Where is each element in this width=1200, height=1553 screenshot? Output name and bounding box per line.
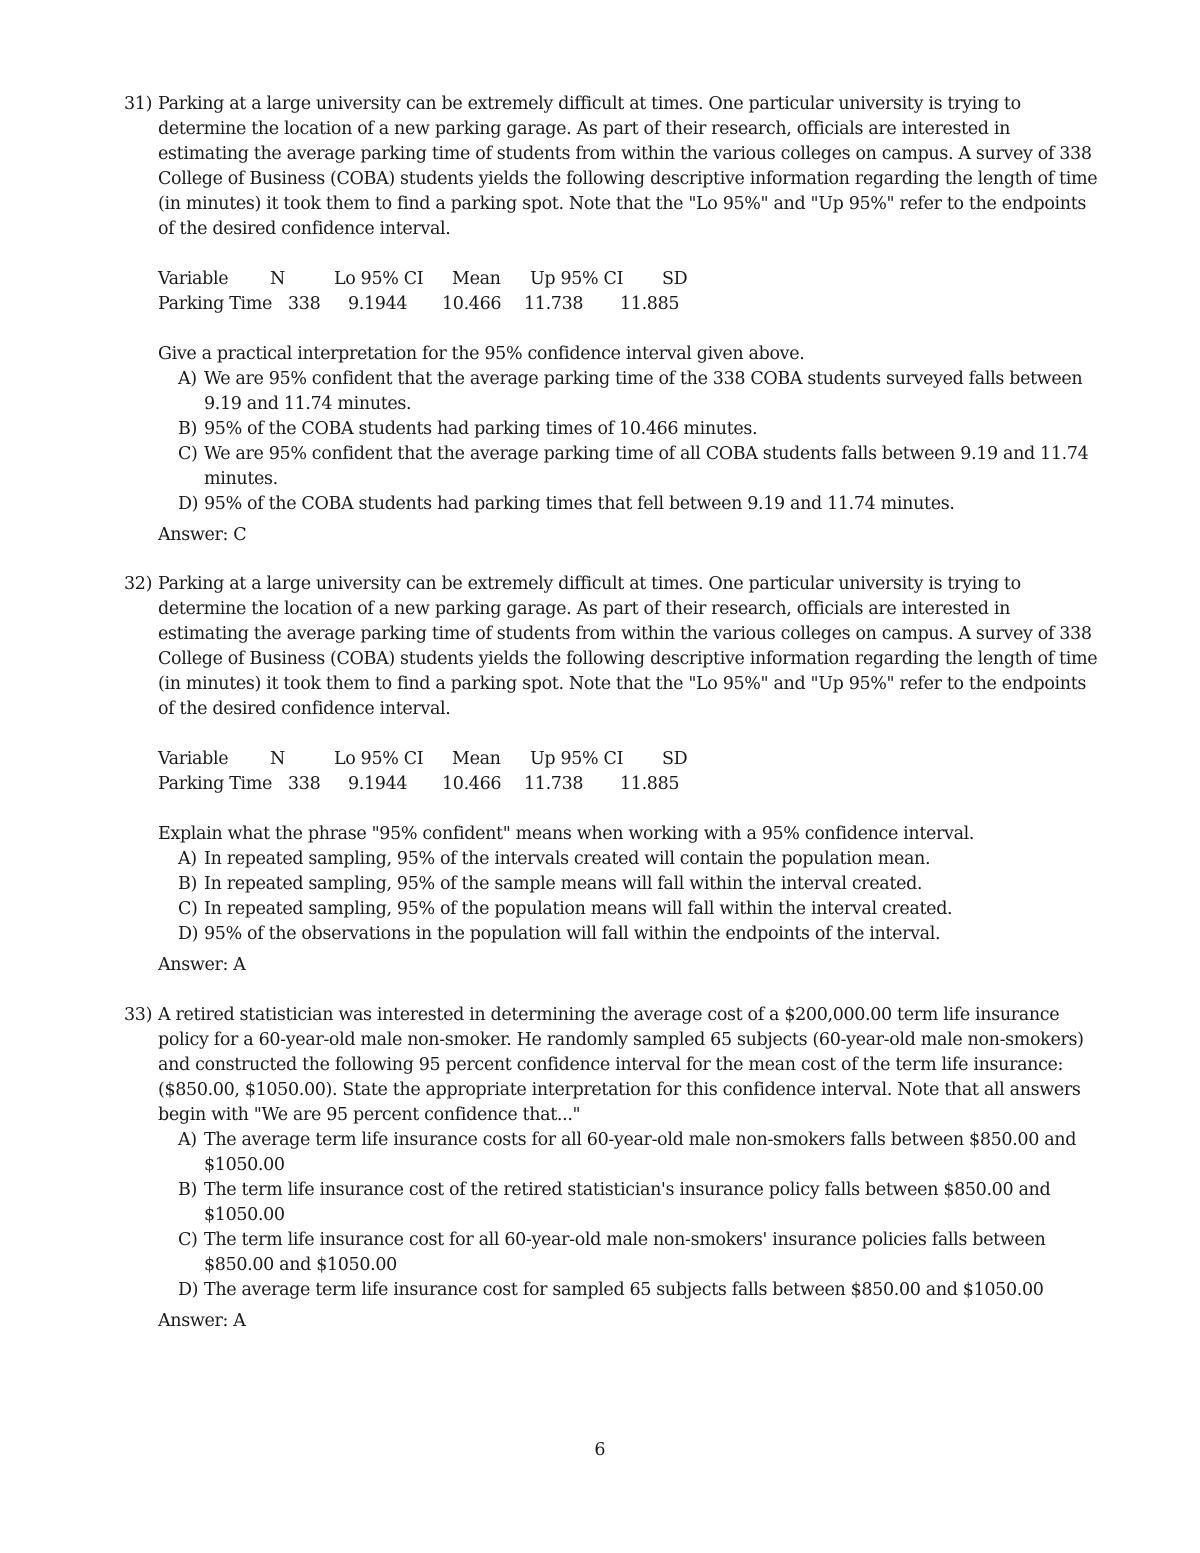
option-letter: C) [178,899,198,919]
option-text: In repeated sampling, 95% of the intervals created will contain the population mean. [204,849,931,869]
option-d [158,922,1100,947]
question-prompt: Explain what the phrase "95% confident" means when working with a 95% confidence interval. [158,824,975,844]
option-text: 95% of the observations in the population will fall within the endpoints of the interval. [204,924,941,944]
option-a [158,847,1100,872]
option-b [158,417,1100,442]
answer-key: Answer: A [158,1311,246,1331]
question-prompt: Give a practical interpretation for the 95% confidence interval given above. [158,344,805,364]
table-cell-mean: 10.466 [442,294,502,314]
table-cell-n: 338 [288,774,321,794]
option-b [158,872,1100,897]
option-letter: C) [178,444,198,464]
table-header-sd: SD [662,749,688,769]
question-body [158,92,1100,548]
option-text: 95% of the COBA students had parking times of 10.466 minutes. [204,419,758,439]
option-d [158,1278,1100,1303]
option-text: In repeated sampling, 95% of the sample means will fall within the interval created. [204,874,923,894]
table-header-mean: Mean [452,749,501,769]
table-header-variable: Variable [158,749,229,769]
option-letter: A) [178,1130,197,1150]
question-body [158,572,1100,978]
question-stem: Parking at a large university can be extremely difficult at times. One particular university is trying to determine the location of a new parking garage. As part of their research, officials are interested in estimating the average parking time of students from within the various colleges on campus. A survey of 338 College of Business (COBA) students yields the following descriptive information regarding the length of time (in minutes) it took them to find a parking spot. Note that the "Lo 95%" and "Up 95%" refer to the endpoints of the desired confidence interval. [158,574,1098,719]
option-a [158,367,1100,417]
option-c [158,1228,1100,1278]
table-cell-variable: Parking Time [158,774,273,794]
table-cell-mean: 10.466 [442,774,502,794]
option-text: The term life insurance cost of the retired statistician's insurance policy falls between $850.00 and $1050.00 [204,1180,1051,1225]
question-number: 31) [124,94,153,114]
option-text: In repeated sampling, 95% of the population means will fall within the interval created. [204,899,953,919]
table-header-lo-ci: Lo 95% CI [334,749,424,769]
option-letter: B) [178,1180,197,1200]
question-stem: A retired statistician was interested in determining the average cost of a $200,000.00 term life insurance policy for a 60-year-old male non-smoker. He randomly sampled 65 subjects (60-year-old male non-smokers) and constructed the following 95 percent confidence interval for the mean cost of the term life insurance: ($850.00, $1050.00). State the appropriate interpretation for this confidence interval. Note that all answers begin with "We are 95 percent confidence that..." [158,1005,1084,1125]
descriptive-stats-table [158,747,758,797]
table-header-mean: Mean [452,269,501,289]
table-cell-lo-ci: 9.1944 [348,774,408,794]
page-number: 6 [594,1440,606,1460]
option-letter: B) [178,419,197,439]
option-c [158,897,1100,922]
option-c [158,442,1100,492]
answer-options [158,847,1100,947]
option-letter: A) [178,849,197,869]
table-header-lo-ci: Lo 95% CI [334,269,424,289]
answer-options [158,1128,1100,1303]
option-text: We are 95% confident that the average parking time of all COBA students falls between 9.19 and 11.74 minutes. [204,444,1089,489]
question-number: 32) [124,574,153,594]
answer-options [158,367,1100,517]
option-letter: A) [178,369,197,389]
table-cell-variable: Parking Time [158,294,273,314]
table-header-n: N [270,749,285,769]
table-cell-lo-ci: 9.1944 [348,294,408,314]
table-header-n: N [270,269,285,289]
option-text: We are 95% confident that the average parking time of the 338 COBA students surveyed falls between 9.19 and 11.74 minutes. [204,369,1083,414]
table-header-up-ci: Up 95% CI [530,269,624,289]
option-text: The average term life insurance costs for all 60-year-old male non-smokers falls between $850.00 and $1050.00 [204,1130,1077,1175]
table-cell-sd: 11.885 [620,774,680,794]
option-text: 95% of the COBA students had parking times that fell between 9.19 and 11.74 minutes. [204,494,955,514]
descriptive-stats-table [158,267,758,317]
option-a [158,1128,1100,1178]
table-header-variable: Variable [158,269,229,289]
table-header-sd: SD [662,269,688,289]
option-text: The term life insurance cost for all 60-year-old male non-smokers' insurance policies falls between $850.00 and $1050.00 [204,1230,1046,1275]
table-header-up-ci: Up 95% CI [530,749,624,769]
option-letter: D) [178,1280,199,1300]
table-cell-up-ci: 11.738 [524,294,584,314]
option-b [158,1178,1100,1228]
option-letter: C) [178,1230,198,1250]
question-body [158,1003,1100,1334]
answer-key: Answer: C [158,525,247,545]
option-letter: D) [178,924,199,944]
option-text: The average term life insurance cost for sampled 65 subjects falls between $850.00 and $1050.00 [204,1280,1044,1300]
question-number: 33) [124,1005,153,1025]
option-d [158,492,1100,517]
table-cell-sd: 11.885 [620,294,680,314]
option-letter: B) [178,874,197,894]
option-letter: D) [178,494,199,514]
table-cell-n: 338 [288,294,321,314]
table-cell-up-ci: 11.738 [524,774,584,794]
question-stem: Parking at a large university can be extremely difficult at times. One particular university is trying to determine the location of a new parking garage. As part of their research, officials are interested in estimating the average parking time of students from within the various colleges on campus. A survey of 338 College of Business (COBA) students yields the following descriptive information regarding the length of time (in minutes) it took them to find a parking spot. Note that the "Lo 95%" and "Up 95%" refer to the endpoints of the desired confidence interval. [158,94,1098,239]
answer-key: Answer: A [158,955,246,975]
